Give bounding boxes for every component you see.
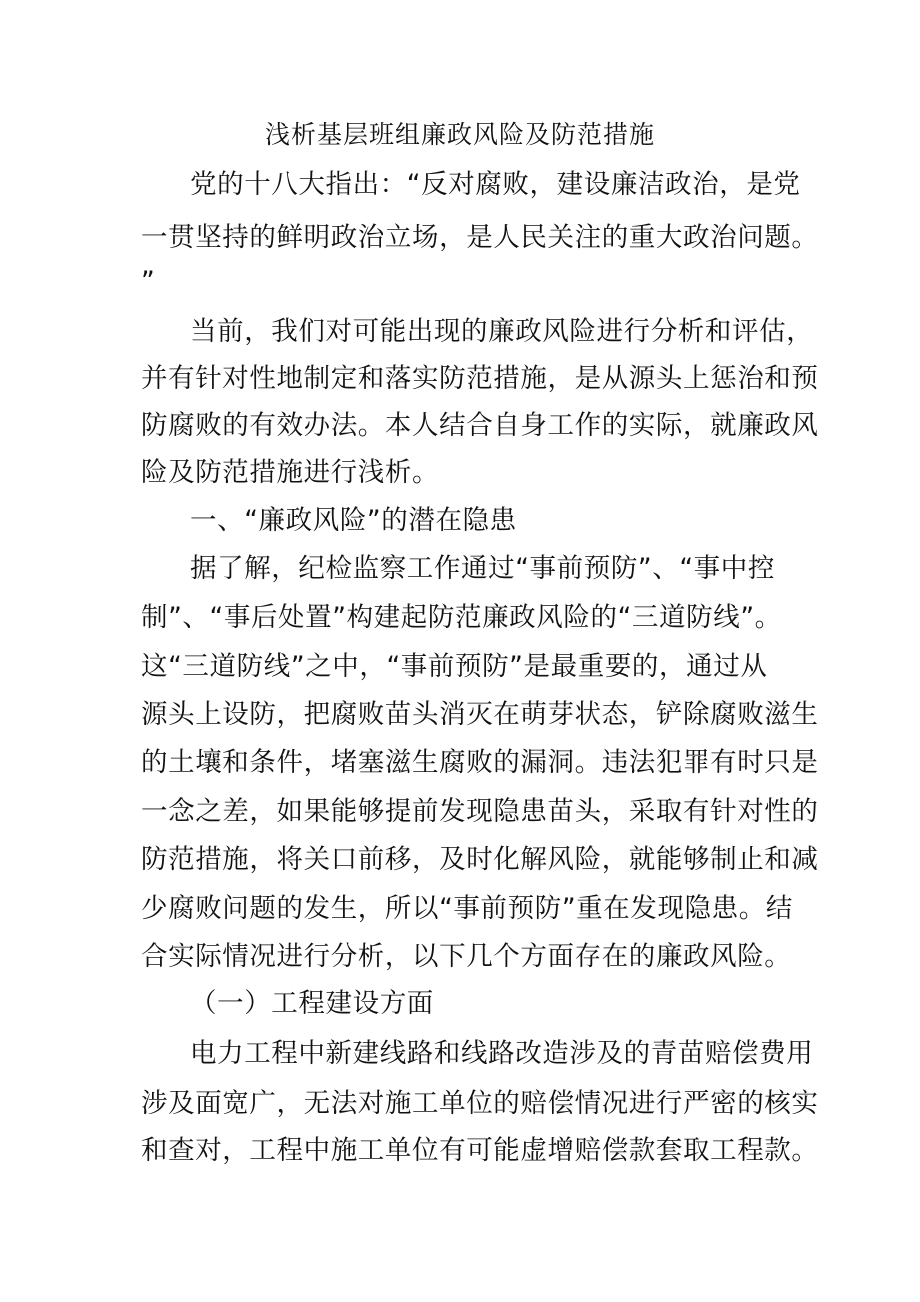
paragraph-4-line-1: 电力工程中新建线路和线路改造涉及的青苗赔偿费用: [190, 1038, 814, 1069]
paragraph-2-line-4: 险及防范措施进行浅析。: [141, 457, 440, 488]
paragraph-4-line-3: 和查对，工程中施工单位有可能虚增赔偿款套取工程款。: [141, 1135, 819, 1166]
paragraph-4-line-2: 涉及面宽广，无法对施工单位的赔偿情况进行严密的核实: [141, 1088, 819, 1119]
paragraph-3-line-8: 少腐败问题的发生，所以“事前预防”重在发现隐患。结: [141, 893, 793, 924]
paragraph-3-line-2: 制”、“事后处置”构建起防范廉政风险的“三道防线”。: [141, 602, 782, 633]
paragraph-3-line-5: 的土壤和条件，堵塞滋生腐败的漏洞。违法犯罪有时只是: [141, 747, 819, 778]
paragraph-2-line-2: 并有针对性地制定和落实防范措施，是从源头上惩治和预: [141, 363, 819, 394]
paragraph-2-line-3: 防腐败的有效办法。本人结合自身工作的实际，就廉政风: [141, 410, 819, 441]
paragraph-3-line-6: 一念之差，如果能够提前发现隐患苗头，采取有针对性的: [141, 796, 819, 827]
paragraph-1-line-1: 党的十八大指出：“反对腐败，建设廉洁政治，是党: [190, 169, 801, 200]
document-title: 浅析基层班组廉政风险及防范措施: [264, 120, 655, 149]
paragraph-1-line-2: 一贯坚持的鲜明政治立场，是人民关注的重大政治问题。: [141, 222, 819, 253]
section-heading-1: 一、“廉政风险”的潜在隐患: [190, 505, 517, 536]
paragraph-3-line-9: 合实际情况进行分析，以下几个方面存在的廉政风险。: [141, 941, 792, 972]
subsection-heading-1: （一）工程建设方面: [190, 988, 434, 1019]
paragraph-1-line-3: ”: [141, 266, 156, 297]
paragraph-2-line-1: 当前，我们对可能出现的廉政风险进行分析和评估，: [190, 316, 814, 347]
paragraph-3-line-4: 源头上设防，把腐败苗头消灭在萌芽状态，铲除腐败滋生: [141, 699, 819, 730]
paragraph-3-line-7: 防范措施，将关口前移，及时化解风险，就能够制止和减: [141, 844, 819, 875]
paragraph-3-line-1: 据了解，纪检监察工作通过“事前预防”、“事中控: [190, 553, 775, 584]
paragraph-3-line-3: 这“三道防线”之中，“事前预防”是最重要的，通过从: [141, 651, 768, 682]
